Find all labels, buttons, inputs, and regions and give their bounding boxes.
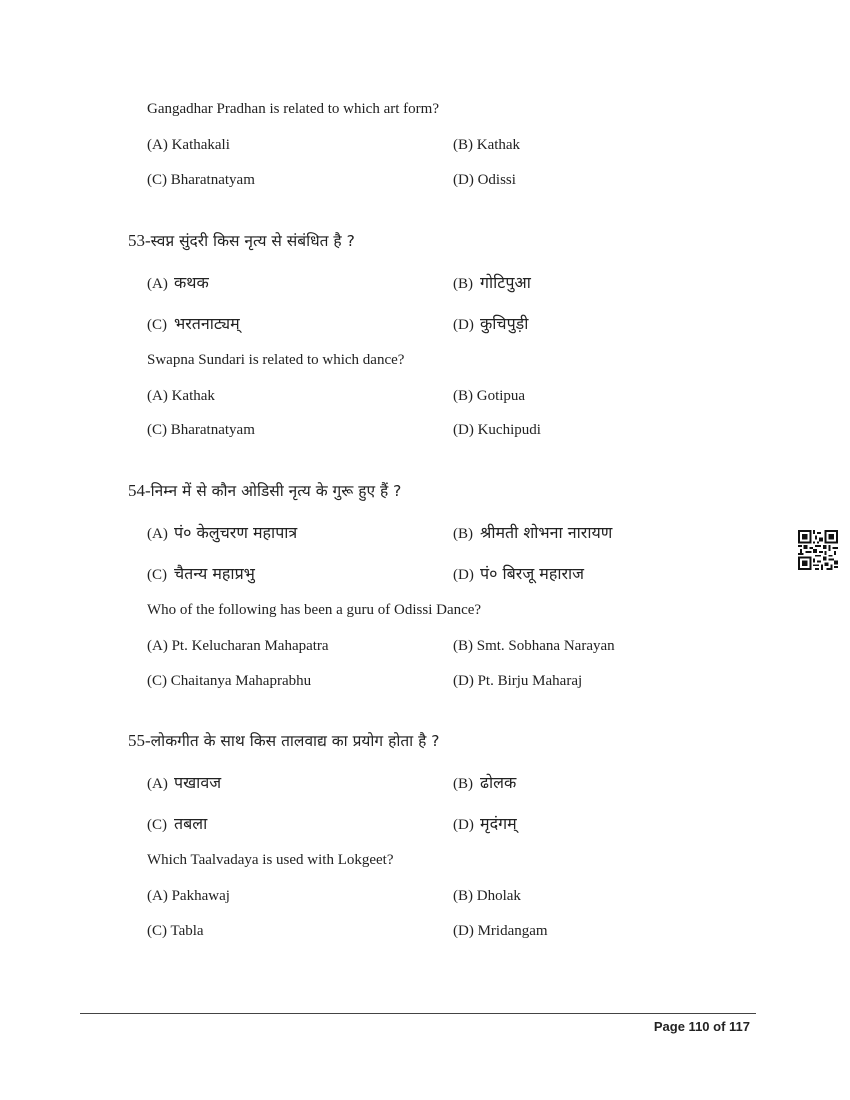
- question-number: 54-: [128, 481, 151, 500]
- option-d-english: (D) Kuchipudi: [453, 422, 541, 438]
- option-label: (B): [453, 526, 473, 542]
- option-text: चैतन्य महाप्रभु: [174, 564, 255, 583]
- option-text: कथक: [174, 273, 209, 292]
- footer-divider: [80, 1013, 756, 1014]
- question-heading-hindi: [128, 229, 355, 251]
- option-text: ढोलक: [480, 773, 517, 792]
- question-heading-hindi: [128, 479, 401, 501]
- option-c-hindi: [147, 562, 255, 584]
- option-c-english: (C) Bharatnatyam: [147, 422, 255, 438]
- option-d-hindi: [453, 562, 584, 584]
- option-text: गोटिपुआ: [480, 273, 531, 292]
- option-c-english: (C) Chaitanya Mahaprabhu: [147, 673, 312, 689]
- question-prompt-english: Which Taalvadaya is used with Lokgeet?: [147, 852, 394, 868]
- option-label: (A): [147, 526, 168, 542]
- option-a-english: (A) Pt. Kelucharan Mahapatra: [147, 638, 329, 654]
- option-label: (C): [147, 817, 167, 833]
- option-a-hindi: [147, 271, 209, 293]
- option-text: पं० बिरजू महाराज: [480, 564, 585, 583]
- option-c-english: (C) Bharatnatyam: [147, 172, 255, 188]
- option-label: (B): [453, 276, 473, 292]
- option-d-english: (D) Odissi: [453, 172, 516, 188]
- option-d-english: (D) Mridangam: [453, 923, 548, 939]
- option-a-english: (A) Kathak: [147, 388, 215, 404]
- option-c-english: (C) Tabla: [147, 923, 204, 939]
- option-label: (A): [147, 276, 168, 292]
- option-label: (A): [147, 776, 168, 792]
- option-label: (D): [453, 817, 474, 833]
- question-prompt-english: Gangadhar Pradhan is related to which art form?: [147, 101, 439, 117]
- option-label: (C): [147, 317, 167, 333]
- option-a-hindi: [147, 521, 297, 543]
- option-label: (D): [453, 317, 474, 333]
- option-a-hindi: [147, 771, 221, 793]
- question-prompt-english: Who of the following has been a guru of Odissi Dance?: [147, 602, 482, 618]
- option-text: तबला: [174, 814, 208, 833]
- option-label: (B): [453, 776, 473, 792]
- option-b-english: (B) Smt. Sobhana Narayan: [453, 638, 615, 654]
- option-label: (C): [147, 567, 167, 583]
- question-prompt-hindi: लोकगीत के साथ किस तालवाद्य का प्रयोग होता है ?: [150, 732, 440, 750]
- question-prompt-english: Swapna Sundari is related to which dance?: [147, 352, 405, 368]
- page-number: Page 110 of 117: [653, 1019, 750, 1034]
- question-number: 55-: [128, 731, 151, 750]
- option-text: भरतनाट्यम्: [174, 314, 240, 333]
- qr-code-icon: [798, 530, 838, 570]
- option-b-hindi: [453, 271, 531, 293]
- option-a-english: (A) Kathakali: [147, 137, 230, 153]
- question-prompt-hindi: स्वप्न सुंदरी किस नृत्य से संबंधित है ?: [150, 232, 355, 250]
- option-text: मृदंगम्: [480, 814, 517, 833]
- option-text: पं० केलुचरण महापात्र: [174, 523, 298, 542]
- option-text: श्रीमती शोभना नारायण: [480, 523, 613, 542]
- option-b-hindi: [453, 771, 516, 793]
- question-prompt-hindi: निम्न में से कौन ओडिसी नृत्य के गुरू हुए हैं ?: [150, 482, 402, 500]
- option-b-english: (B) Kathak: [453, 137, 521, 153]
- option-c-hindi: [147, 312, 240, 334]
- option-b-hindi: [453, 521, 612, 543]
- option-b-english: (B) Dholak: [453, 888, 521, 904]
- option-text: कुचिपुड़ी: [480, 314, 529, 333]
- option-c-hindi: [147, 812, 207, 834]
- option-d-english: (D) Pt. Birju Maharaj: [453, 673, 583, 689]
- option-a-english: (A) Pakhawaj: [147, 888, 230, 904]
- option-b-english: (B) Gotipua: [453, 388, 526, 404]
- question-number: 53-: [128, 231, 151, 250]
- option-label: (D): [453, 567, 474, 583]
- option-text: पखावज: [174, 773, 222, 792]
- question-heading-hindi: [128, 729, 440, 751]
- option-d-hindi: [453, 812, 517, 834]
- option-d-hindi: [453, 312, 528, 334]
